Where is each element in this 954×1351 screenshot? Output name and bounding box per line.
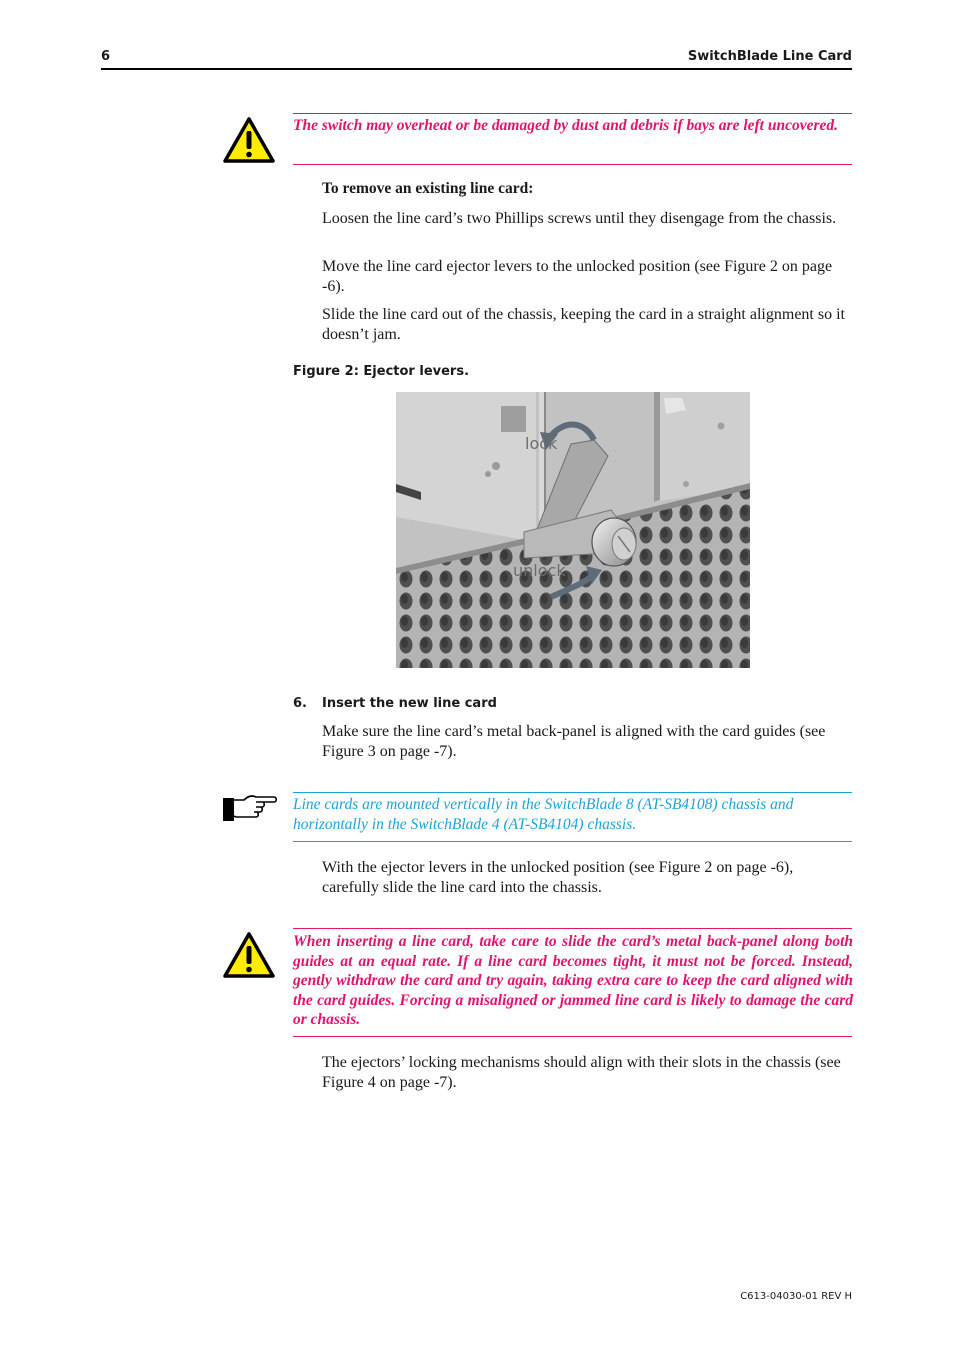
warning-rule-top [293,928,852,929]
warning-icon [222,931,276,979]
page-number: 6 [101,49,111,64]
step-number: 6. [293,696,307,711]
warning-text: When inserting a line card, take care to slide the card’s metal back-panel along both guides at an equal rate. If a line card becomes tight, it must not be forced. Instead, gently withdraw the card and try again, taking extra care to keep the card aligned with the card guides. Forcing a misaligned or jammed line card is likely to damage the card or chassis. [293,933,853,1028]
unlock-label: unlock [513,561,566,580]
warning-rule-top [293,113,852,114]
ejector-lever-figure [396,392,750,668]
warning-rule-bottom [293,1036,852,1037]
header-rule [101,68,852,70]
running-title: SwitchBlade Line Card [687,49,852,64]
procedure-heading: To remove an existing line card: [322,180,534,197]
warning-rule-bottom [293,164,852,165]
paragraph: Move the line card ejector levers to the unlocked position (see Figure 2 on page -6). [322,258,833,295]
paragraph: Slide the line card out of the chassis, keeping the card in a straight alignment so it doesn’t jam. [322,306,845,343]
paragraph: With the ejector levers in the unlocked position (see Figure 2 on page -6), carefully slide the line card into the chassis. [322,859,794,896]
warning-text: The switch may overheat or be damaged by dust and debris if bays are left uncovered. [293,117,839,134]
paragraph: The ejectors’ locking mechanisms should align with their slots in the chassis (see Figure 4 on page -7). [322,1054,841,1091]
note-rule-bottom [293,841,852,842]
paragraph: Make sure the line card’s metal back-panel is aligned with the card guides (see Figure 3 on page -7). [322,723,826,760]
note-rule-top [293,792,852,793]
note-text: Line cards are mounted vertically in the SwitchBlade 8 (AT-SB4108) chassis and horizontally in the SwitchBlade 4 (AT-SB4104) chassis. [293,796,794,833]
warning-icon [222,116,276,164]
pointing-hand-icon [222,792,278,822]
figure-caption: Figure 2: Ejector levers. [293,364,470,379]
paragraph: Loosen the line card’s two Phillips screws until they disengage from the chassis. [322,210,837,227]
step-title: Insert the new line card [322,696,497,711]
document-id: C613-04030-01 REV H [740,1291,852,1302]
ejector-lever-illustration [396,392,750,668]
lock-label: lock [525,434,558,453]
